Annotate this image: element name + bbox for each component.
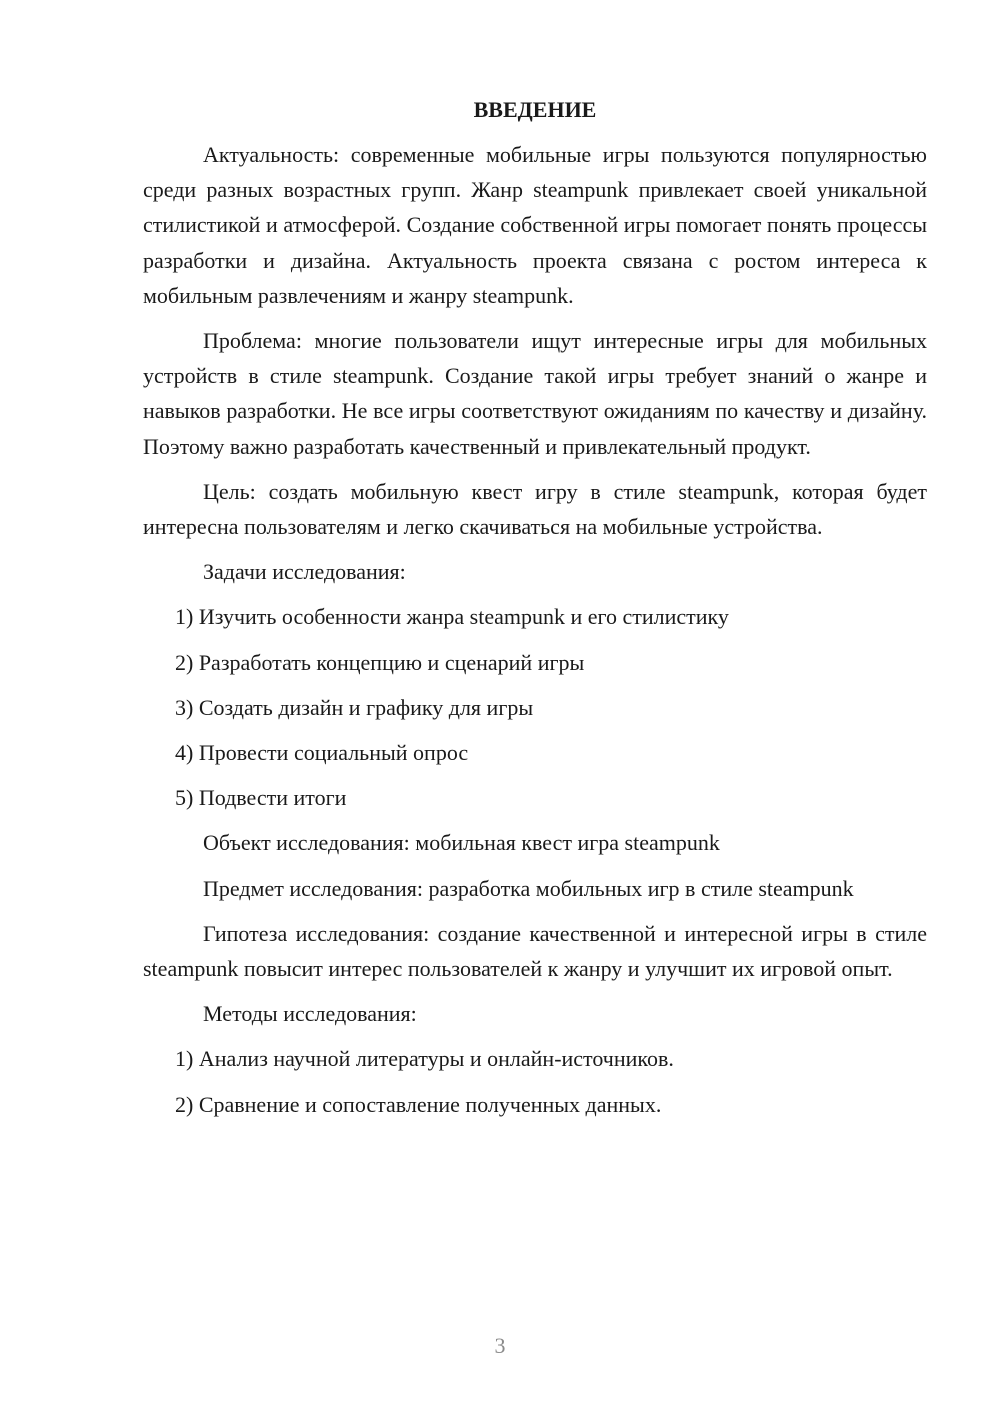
relevance-paragraph: Актуальность: современные мобильные игры пользуются популярностью среди разных возрастных групп. Жанр steampunk привлекает своей уникальной стилистикой и атмосферой. Создание собственной игры помогает понять процессы разработки и дизайна. Актуальность проекта связана с ростом интереса к мобильным развлечениям и жанру steampunk. [143, 142, 927, 308]
object-line: Объект исследования: мобильная квест игра steampunk [203, 830, 720, 856]
page-number: 3 [494, 1333, 506, 1358]
task-item: 1) Изучить особенности жанра steampunk и его стилистику [175, 604, 729, 630]
method-item: 2) Сравнение и сопоставление полученных данных. [175, 1091, 662, 1117]
tasks-heading: Задачи исследования: [203, 559, 406, 585]
task-item: 3) Создать дизайн и графику для игры [175, 694, 534, 720]
subject-paragraph: Предмет исследования: разработка мобильных игр в стиле steampunk [203, 875, 854, 901]
task-item: 5) Подвести итоги [175, 785, 347, 811]
tasks-list [143, 599, 927, 815]
document-page [143, 92, 927, 1132]
task-item: 4) Провести социальный опрос [175, 740, 469, 766]
section-heading: ВВЕДЕНИЕ [473, 97, 597, 122]
methods-heading: Методы исследования: [203, 1001, 417, 1027]
goal-paragraph: Цель: создать мобильную квест игру в стиле steampunk, которая будет интересна пользователям и легко скачиваться на мобильные устройства. [143, 478, 927, 540]
method-item: 1) Анализ научной литературы и онлайн-источников. [175, 1046, 674, 1072]
hypothesis-paragraph: Гипотеза исследования: создание качественной и интересной игры в стиле steampunk повысит интерес пользователей к жанру и улучшит их игровой опыт. [143, 920, 927, 982]
problem-paragraph: Проблема: многие пользователи ищут интересные игры для мобильных устройств в стиле steampunk. Создание такой игры требует знаний о жанре и навыков разработки. Не все игры соответствуют ожиданиям по качеству и дизайну. Поэтому важно разработать качественный и привлекательный продукт. [143, 328, 927, 459]
task-item: 2) Разработать концепцию и сценарий игры [175, 649, 585, 675]
methods-list [143, 1041, 927, 1121]
